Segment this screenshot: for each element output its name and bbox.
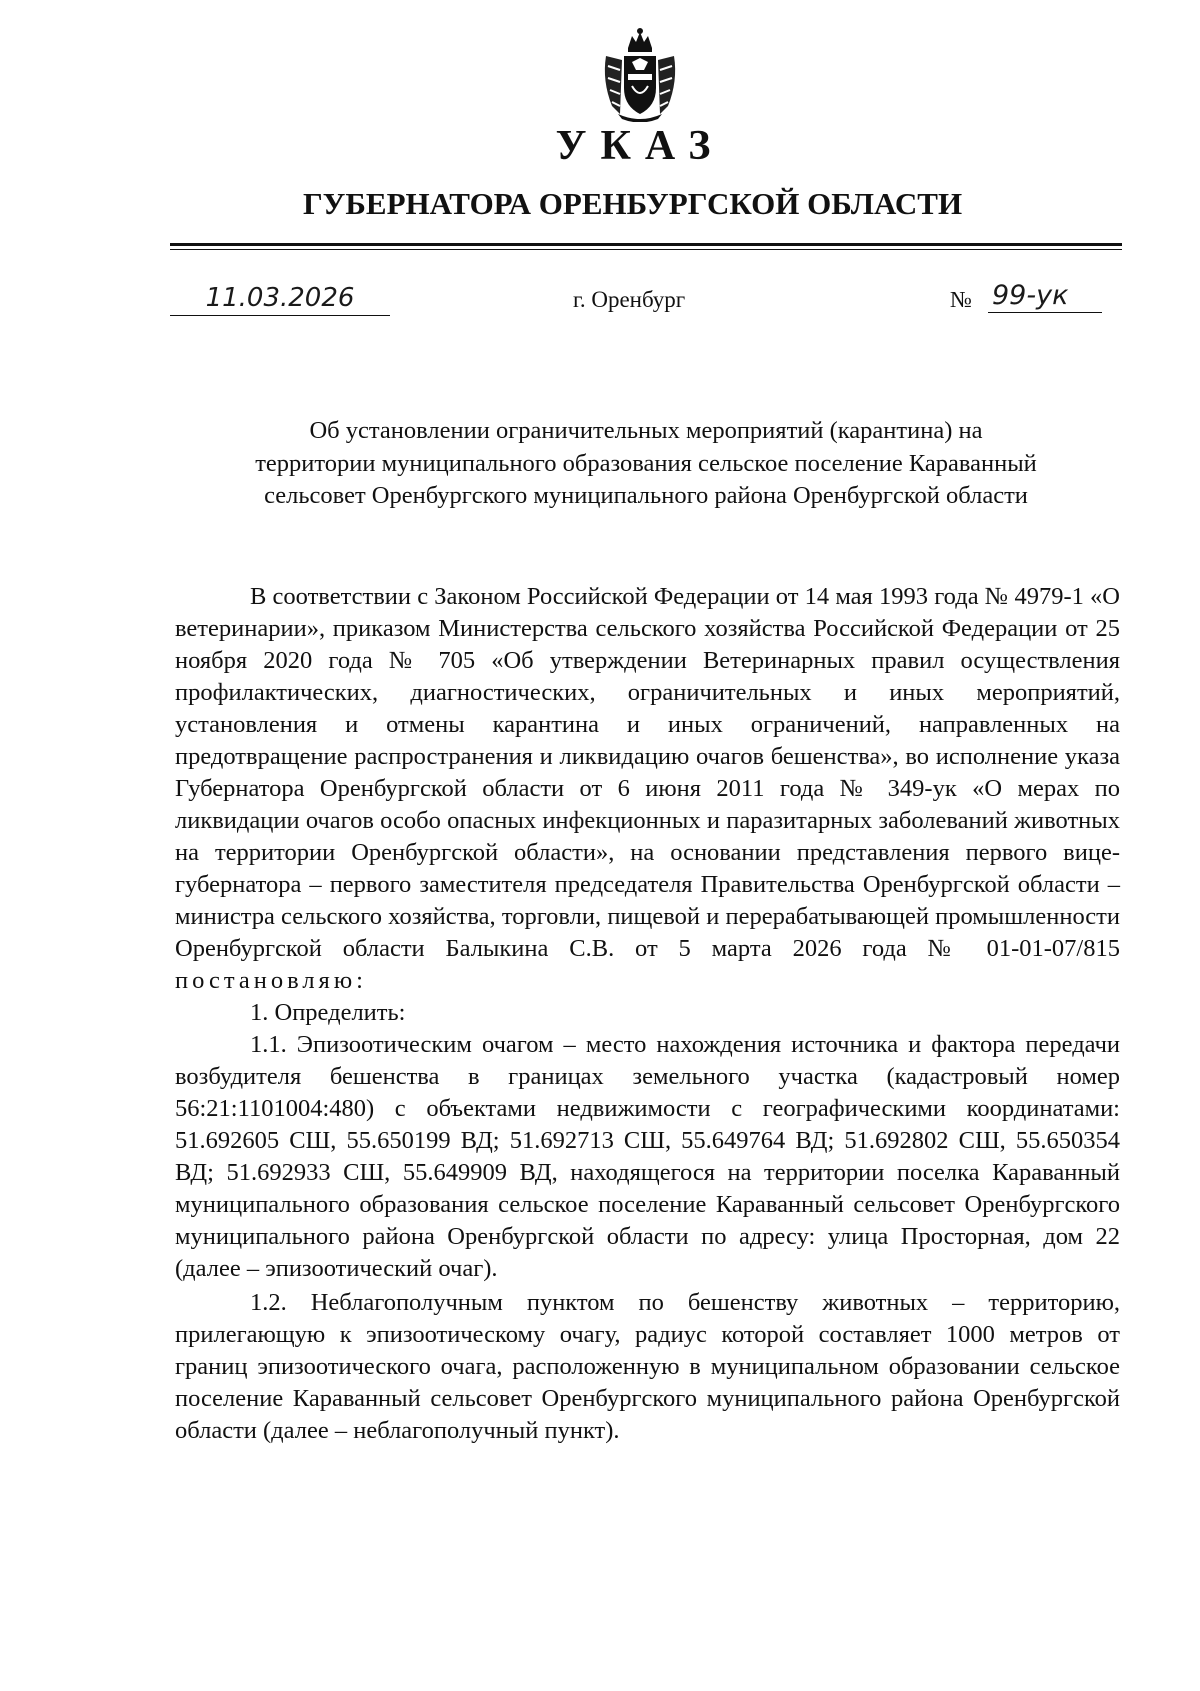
preamble-paragraph bbox=[175, 581, 1120, 997]
header-rule-thin bbox=[170, 249, 1122, 250]
header-rule-thick bbox=[170, 243, 1122, 246]
document-date: 11.03.2026 bbox=[170, 283, 390, 316]
item-1: 1. Определить: bbox=[250, 999, 406, 1026]
document-body bbox=[175, 581, 1120, 1447]
document-heading bbox=[170, 415, 1122, 513]
item-1-1: 1.1. Эпизоотическим очагом – место нахождения источника и фактора передачи возбудителя бешенства в границах земельного участка (кадастровый номер 56:21:1101004:480) с объектами недвижимости с географическими координатами: 51.692605 СШ, 55.650199 ВД; 51.692713 СШ, 55.649764 ВД; 51.692802 СШ, 55.650354 ВД; 51.692933 СШ, 55.649909 ВД, находящегося на территории поселка Караванный муниципального образования сельское поселение Караванный сельсовет Оренбургского муниципального района Оренбургской области по адресу: улица Просторная, дом 22 (далее – эпизоотический очаг). bbox=[175, 1031, 1120, 1282]
document-title: УКАЗ bbox=[555, 123, 725, 169]
decree-word: постановляю: bbox=[175, 967, 367, 994]
document-number: 99-ук bbox=[988, 280, 1102, 313]
coat-of-arms-emblem-icon bbox=[598, 26, 682, 122]
document-issuer: ГУБЕРНАТОРА ОРЕНБУРГСКОЙ ОБЛАСТИ bbox=[302, 186, 963, 221]
document-city: г. Оренбург bbox=[573, 287, 686, 312]
heading-line: территории муниципального образования сельское поселение Караванный bbox=[255, 449, 1037, 477]
item-1-2: 1.2. Неблагополучным пунктом по бешенству животных – территорию, прилегающую к эпизоотическому очагу, радиус которой составляет 1000 метров от границ эпизоотического очага, расположенную в муниципальном образовании сельское поселение Караванный сельсовет Оренбургского муниципального района Оренбургской области (далее – неблагополучный пункт). bbox=[175, 1289, 1120, 1444]
document-number-label: № bbox=[950, 287, 972, 312]
heading-line: сельсовет Оренбургского муниципального района Оренбургской области bbox=[264, 482, 1028, 509]
preamble-text: В соответствии с Законом Российской Федерации от 14 мая 1993 года № 4979-1 «О ветеринарии», приказом Министерства сельского хозяйства Российской Федерации от 25 ноября 2020 года № 705 «Об утверждении Ветеринарных правил осуществления профилактических, диагностических, ограничительных и иных мероприятий, установления и отмены карантина и иных ограничений, направленных на предотвращение распространения и ликвидацию очагов бешенства», во исполнение указа Губернатора Оренбургской области от 6 июня 2011 года № 349-ук «О мерах по ликвидации очагов особо опасных инфекционных и паразитарных заболеваний животных на территории Оренбургской области», на основании представления первого вице-губернатора – первого заместителя председателя Правительства Оренбургской области – министра сельского хозяйства, торговли, пищевой и перерабатывающей промышленности Оренбургской области Балыкина С.В. от 5 марта 2026 года № 01-01-07/815 bbox=[175, 583, 1120, 962]
heading-line: Об установлении ограничительных мероприятий (карантина) на bbox=[309, 417, 983, 444]
